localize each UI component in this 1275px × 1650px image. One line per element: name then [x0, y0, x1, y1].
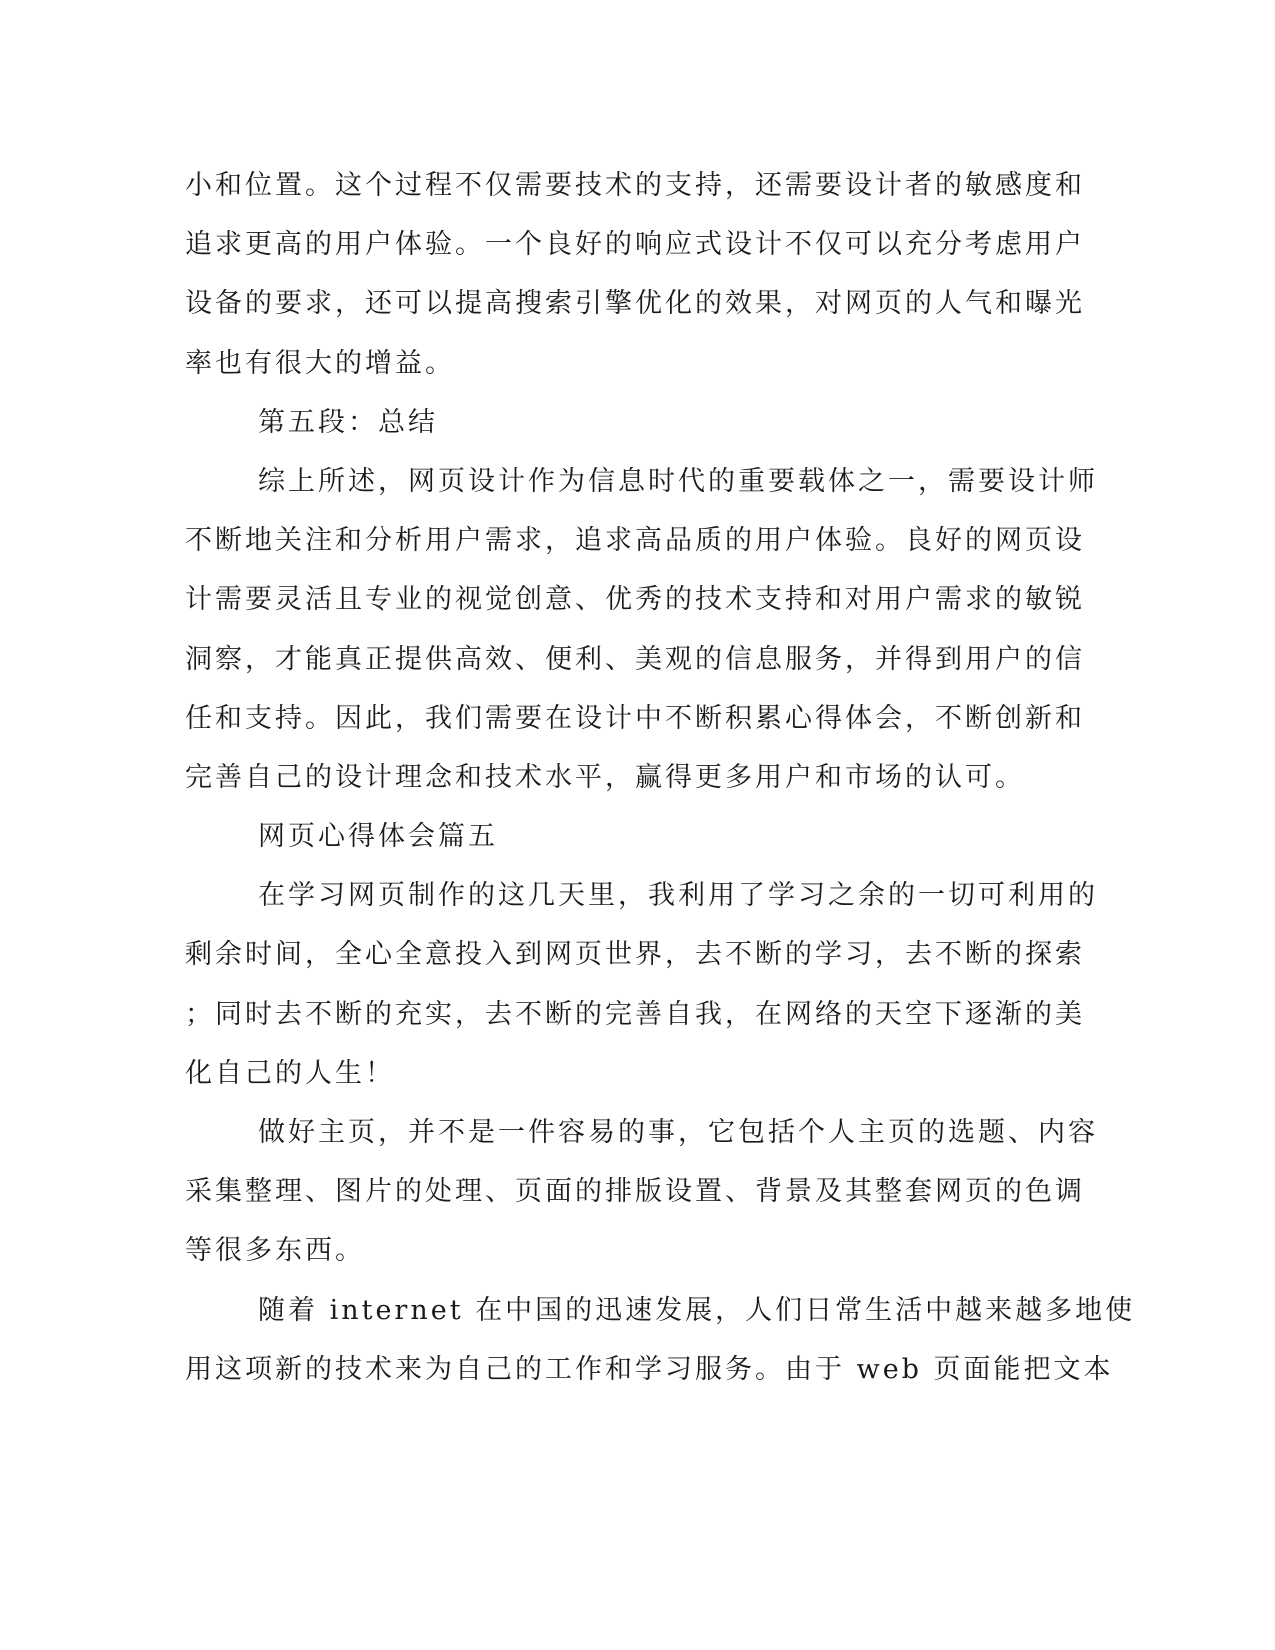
text-line: 不断地关注和分析用户需求，追求高品质的用户体验。良好的网页设 [185, 525, 1085, 557]
text-line: 随着 internet 在中国的迅速发展，人们日常生活中越来越多地使 [258, 1294, 1136, 1326]
text-line: 计需要灵活且专业的视觉创意、优秀的技术支持和对用户需求的敏锐 [185, 584, 1085, 616]
text-line: 洞察，才能真正提供高效、便利、美观的信息服务，并得到用户的信 [185, 643, 1085, 675]
text-line: 小和位置。这个过程不仅需要技术的支持，还需要设计者的敏感度和 [185, 170, 1085, 201]
text-line: 等很多东西。 [185, 1235, 365, 1267]
text-line: 率也有很大的增益。 [185, 347, 455, 379]
text-line: 剩余时间，全心全意投入到网页世界，去不断的学习，去不断的探索 [185, 939, 1085, 971]
article-heading: 网页心得体会篇五 [258, 821, 498, 853]
text-line: 完善自己的设计理念和技术水平，赢得更多用户和市场的认可。 [185, 761, 1025, 793]
section-heading: 第五段：总结 [258, 406, 438, 438]
text-line: ；同时去不断的充实，去不断的完善自我，在网络的天空下逐渐的美 [185, 998, 1085, 1030]
text-line: 用这项新的技术来为自己的工作和学习服务。由于 web 页面能把文本 [185, 1353, 1114, 1385]
text-line: 采集整理、图片的处理、页面的排版设置、背景及其整套网页的色调 [185, 1176, 1085, 1208]
document-body [185, 156, 1136, 1399]
text-line: 任和支持。因此，我们需要在设计中不断积累心得体会，不断创新和 [185, 702, 1085, 734]
text-line: 在学习网页制作的这几天里，我利用了学习之余的一切可利用的 [258, 880, 1098, 912]
text-line: 化自己的人生！ [185, 1057, 395, 1089]
text-line: 设备的要求，还可以提高搜索引擎优化的效果，对网页的人气和曝光 [185, 288, 1085, 320]
text-line: 追求更高的用户体验。一个良好的响应式设计不仅可以充分考虑用户 [185, 229, 1085, 261]
text-line: 做好主页，并不是一件容易的事，它包括个人主页的选题、内容 [258, 1117, 1098, 1148]
text-line: 综上所述，网页设计作为信息时代的重要载体之一，需要设计师 [258, 465, 1098, 497]
